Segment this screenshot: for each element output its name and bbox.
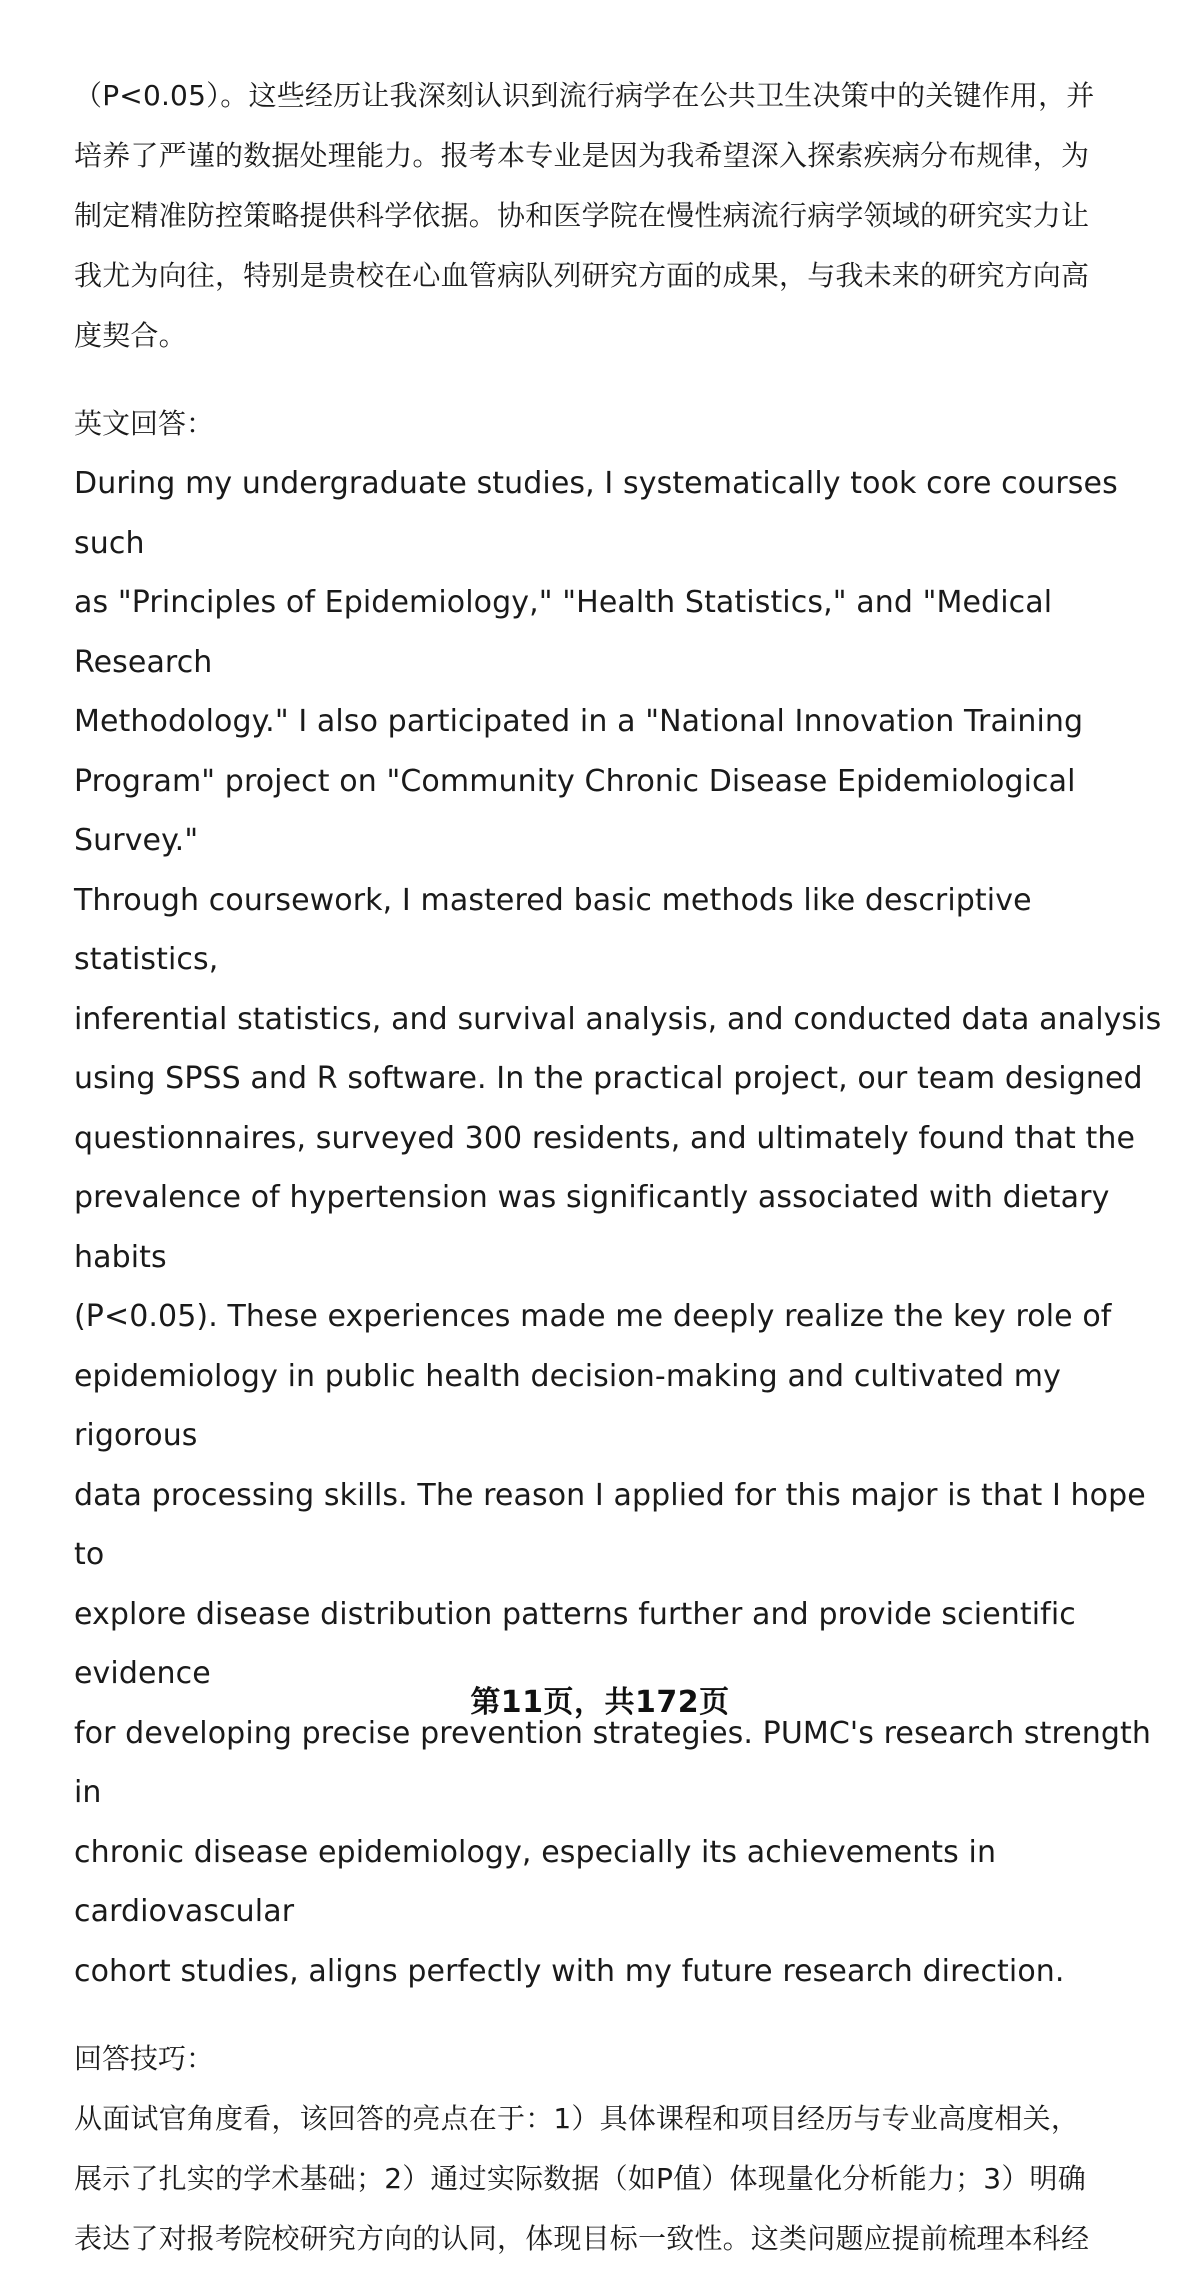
tips-label: 回答技巧： — [74, 2042, 215, 2075]
page-number-footer: 第11页，共172页 — [470, 1685, 730, 1720]
document-page — [74, 66, 1164, 2269]
english-answer-label: 英文回答： — [74, 407, 215, 440]
tips-text: 从面试官角度看，该回答的亮点在于：1）具体课程和项目经历与专业高度相关， 展示了扎实的学术基础；2）通过实际数据（如P值）体现量化分析能力；3）明确 表达了对报考院校研究方向的认同，体现目标一致性。这类问题应提前梳理本科经 — [74, 2102, 1090, 2255]
chinese-answer-continuation: （P<0.05）。这些经历让我深刻认识到流行病学在公共卫生决策中的关键作用，并 培养了严谨的数据处理能力。报考本专业是因为我希望深入探索疾病分布规律，为 制定精准防控策略提供科学依据。协和医学院在慢性病流行病学领域的研究实力让 我尤为向往，特别是贵校在心血管病队列研究方面的成果，与我未来的研究方向高 度契合。 — [74, 79, 1095, 352]
english-answer-text: During my undergraduate studies, I systematically took core courses such as "Principles of Epidemiology," "Health Statistics," and "Medical Research Methodology." I also participated in a "National Innovation Training Program" project on "Community Chronic Disease Epidemiological Survey." Through coursework, I mastered basic methods like descriptive statistics, inferential statistics, and survival analysis, and conducted data analysis using SPSS and R software. In the practical project, our team designed questionnaires, surveyed 300 residents, and ultimately found that the prevalence of hypertension was significantly associated with dietary habits (P<0.05). These experiences made me deeply realize the key role of epidemiology in public health decision-making and cultivated my rigorous data processing skills. The reason I applied for this major is that I hope to explore disease distribution patterns further and provide scientific evidence for developing precise prevention strategies. PUMC's research strength in chronic disease epidemiology, especially its achievements in cardiovascular cohort studies, aligns perfectly with my future research direction. — [74, 466, 1162, 1989]
spacer — [74, 2001, 1164, 2029]
spacer — [74, 366, 1164, 394]
